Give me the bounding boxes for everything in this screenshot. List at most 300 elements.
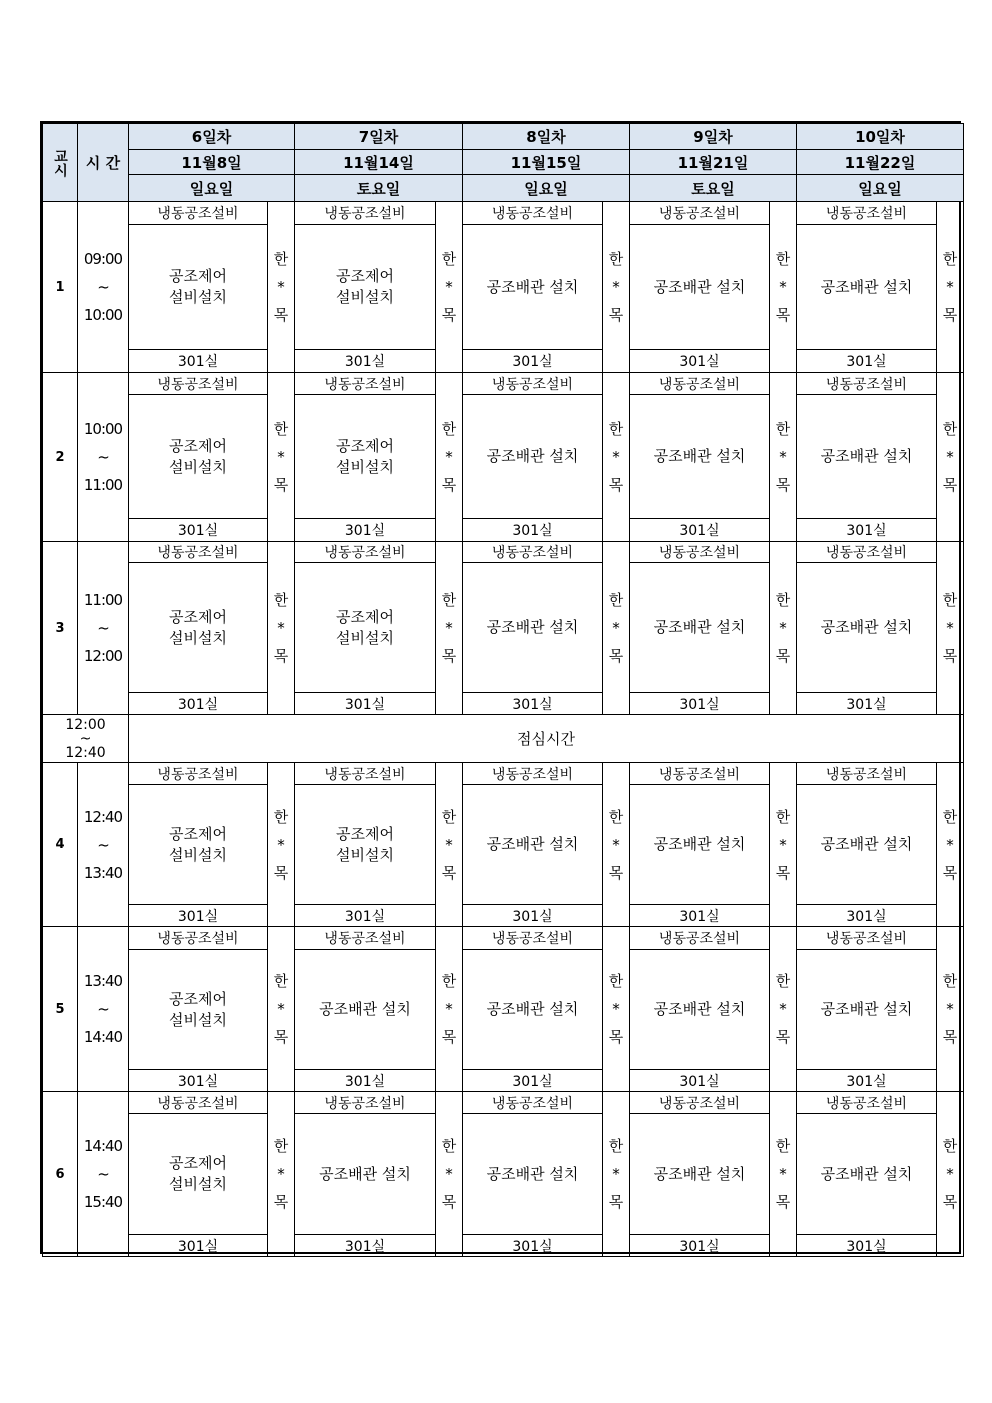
instructor-char: 한: [942, 591, 958, 609]
instructor-char: 목: [775, 476, 791, 494]
instructor-name: [936, 762, 964, 927]
instructor-char: *: [946, 278, 954, 296]
instructor-char: *: [277, 835, 285, 854]
course-subject: [294, 562, 436, 693]
header-weekday: 토요일: [294, 174, 463, 202]
instructor-char: 목: [775, 647, 791, 665]
header-date: 11월14일: [294, 149, 463, 175]
instructor-char: 목: [942, 306, 958, 324]
course-category: 냉동공조설비: [128, 372, 268, 395]
instructor-char: 한: [441, 420, 457, 438]
subject-line: 공조배관 설치: [820, 1164, 913, 1183]
instructor-name: [936, 926, 964, 1092]
instructor-char: 한: [942, 972, 958, 990]
instructor-char: *: [946, 1165, 954, 1183]
course-subject: [796, 394, 937, 519]
instructor-char: 목: [441, 306, 457, 324]
classroom: 301실: [629, 349, 770, 373]
classroom: 301실: [128, 349, 268, 373]
course-category: 냉동공조설비: [796, 1091, 937, 1114]
instructor-char: 목: [775, 1028, 791, 1046]
course-category: 냉동공조설비: [294, 541, 436, 563]
course-category: 냉동공조설비: [796, 201, 937, 225]
course-subject: [629, 784, 770, 905]
instructor-char: 목: [775, 1193, 791, 1211]
instructor-name: [769, 372, 797, 542]
instructor-char: 목: [942, 476, 958, 494]
period-end-time: 13:40: [83, 863, 123, 882]
lunch-end-time: 12:40: [65, 744, 106, 761]
course-category: 냉동공조설비: [128, 1091, 268, 1114]
course-category: 냉동공조설비: [462, 201, 603, 225]
instructor-char: *: [277, 1000, 285, 1018]
instructor-name: [936, 201, 964, 373]
header-date: 11월21일: [629, 149, 797, 175]
instructor-char: 한: [273, 1137, 289, 1155]
classroom: 301실: [462, 349, 603, 373]
header-weekday: 일요일: [796, 174, 964, 202]
header-time-label: 시 간: [77, 123, 129, 202]
instructor-char: *: [612, 1165, 620, 1183]
classroom: 301실: [629, 1069, 770, 1092]
course-category: 냉동공조설비: [629, 201, 770, 225]
header-weekday: 일요일: [462, 174, 630, 202]
subject-line: 공조배관 설치: [653, 1000, 746, 1018]
instructor-char: *: [779, 278, 787, 296]
subject-line: 설비설치: [336, 457, 394, 476]
instructor-char: 한: [775, 1137, 791, 1155]
instructor-name: [435, 926, 463, 1092]
header-period-label: 교시: [42, 123, 78, 202]
course-subject: [629, 949, 770, 1070]
period-start-time: 10:00: [83, 420, 123, 438]
period-end-time: 14:40: [83, 1028, 123, 1046]
subject-line: 공조배관 설치: [820, 1000, 913, 1018]
subject-line: 공조배관 설치: [486, 1164, 579, 1183]
classroom: 301실: [128, 518, 268, 542]
instructor-char: 목: [775, 863, 791, 882]
header-weekday: 일요일: [128, 174, 295, 202]
course-category: 냉동공조설비: [629, 762, 770, 785]
course-subject: [629, 224, 770, 350]
classroom: 301실: [294, 904, 436, 927]
instructor-char: 목: [942, 1028, 958, 1046]
course-category: 냉동공조설비: [128, 541, 268, 563]
classroom: 301실: [462, 1234, 603, 1257]
lunch-time: [42, 714, 129, 763]
instructor-char: 한: [775, 807, 791, 826]
instructor-char: 한: [441, 591, 457, 609]
instructor-char: *: [779, 448, 787, 466]
instructor-char: *: [445, 448, 453, 466]
classroom: 301실: [462, 692, 603, 715]
instructor-char: 목: [942, 863, 958, 882]
instructor-name: [435, 762, 463, 927]
course-category: 냉동공조설비: [294, 201, 436, 225]
instructor-char: 한: [608, 591, 624, 609]
course-subject: [294, 949, 436, 1070]
course-category: 냉동공조설비: [796, 762, 937, 785]
subject-line: 공조제어: [169, 607, 227, 626]
instructor-char: *: [277, 1165, 285, 1183]
course-category: 냉동공조설비: [796, 372, 937, 395]
course-subject: [796, 562, 937, 693]
subject-line: 공조배관 설치: [486, 277, 579, 296]
course-category: 냉동공조설비: [462, 541, 603, 563]
course-subject: [294, 394, 436, 519]
instructor-name: [602, 762, 630, 927]
classroom: 301실: [128, 904, 268, 927]
course-category: 냉동공조설비: [796, 541, 937, 563]
period-time: [77, 762, 129, 927]
instructor-char: 목: [441, 647, 457, 665]
subject-line: 설비설치: [169, 845, 227, 864]
course-category: 냉동공조설비: [629, 372, 770, 395]
instructor-char: *: [779, 619, 787, 637]
course-subject: [462, 784, 603, 905]
subject-line: 공조배관 설치: [653, 835, 746, 853]
header-day: 9일차: [629, 123, 797, 150]
course-subject: [629, 394, 770, 519]
instructor-char: *: [445, 1000, 453, 1018]
course-category: 냉동공조설비: [629, 541, 770, 563]
instructor-name: [267, 1091, 295, 1257]
instructor-char: 한: [273, 591, 289, 609]
course-category: 냉동공조설비: [629, 926, 770, 950]
classroom: 301실: [629, 692, 770, 715]
subject-line: 공조배관 설치: [486, 1000, 579, 1018]
classroom: 301실: [796, 1069, 937, 1092]
subject-line: 공조배관 설치: [319, 1164, 411, 1183]
course-category: 냉동공조설비: [128, 201, 268, 225]
header-weekday: 토요일: [629, 174, 797, 202]
course-subject: [462, 949, 603, 1070]
subject-line: 공조제어: [169, 267, 227, 285]
course-category: 냉동공조설비: [462, 762, 603, 785]
course-category: 냉동공조설비: [462, 1091, 603, 1114]
period-number: 3: [42, 541, 78, 715]
period-start-time: 13:40: [83, 972, 123, 990]
subject-line: 공조제어: [336, 607, 394, 626]
subject-line: 공조제어: [336, 267, 394, 285]
instructor-name: [936, 541, 964, 715]
instructor-char: *: [612, 1000, 620, 1018]
instructor-name: [602, 926, 630, 1092]
period-time: [77, 1091, 129, 1257]
instructor-char: 한: [273, 420, 289, 438]
instructor-char: 목: [608, 1028, 624, 1046]
period-time: [77, 201, 129, 373]
subject-line: 설비설치: [169, 288, 227, 306]
instructor-char: 한: [273, 250, 289, 268]
subject-line: 공조배관 설치: [486, 835, 579, 853]
classroom: 301실: [294, 518, 436, 542]
subject-line: 공조제어: [169, 824, 227, 843]
period-time-separator: ~: [97, 278, 109, 296]
classroom: 301실: [629, 904, 770, 927]
header-day: 10일차: [796, 123, 964, 150]
subject-line: 공조배관 설치: [653, 447, 746, 465]
instructor-char: 한: [608, 1137, 624, 1155]
subject-line: 공조배관 설치: [319, 1000, 411, 1018]
subject-line: 설비설치: [169, 628, 227, 647]
instructor-char: 목: [273, 1028, 289, 1046]
lunch-label: 점심시간: [128, 714, 964, 763]
instructor-name: [769, 926, 797, 1092]
classroom: 301실: [796, 1234, 937, 1257]
instructor-char: 목: [273, 647, 289, 665]
course-subject: [294, 1113, 436, 1235]
course-category: 냉동공조설비: [294, 372, 436, 395]
subject-line: 공조배관 설치: [653, 1164, 746, 1183]
instructor-char: *: [445, 619, 453, 637]
instructor-char: 한: [942, 1137, 958, 1155]
period-start-time: 11:00: [83, 591, 123, 609]
instructor-char: 목: [273, 306, 289, 324]
course-category: 냉동공조설비: [629, 1091, 770, 1114]
classroom: 301실: [128, 692, 268, 715]
classroom: 301실: [294, 1234, 436, 1257]
course-subject: [796, 224, 937, 350]
instructor-name: [602, 372, 630, 542]
instructor-char: 목: [942, 647, 958, 665]
subject-line: 공조제어: [169, 436, 227, 455]
course-subject: [796, 949, 937, 1070]
instructor-char: 목: [608, 306, 624, 324]
period-time-separator: ~: [97, 448, 109, 466]
course-subject: [629, 562, 770, 693]
subject-line: 공조제어: [336, 436, 394, 455]
period-end-time: 11:00: [83, 476, 123, 494]
instructor-name: [267, 201, 295, 373]
instructor-name: [769, 1091, 797, 1257]
instructor-name: [769, 762, 797, 927]
subject-line: 공조배관 설치: [653, 618, 746, 636]
instructor-char: *: [445, 278, 453, 296]
course-category: 냉동공조설비: [294, 1091, 436, 1114]
period-number: 5: [42, 926, 78, 1092]
instructor-char: 목: [775, 306, 791, 324]
subject-line: 설비설치: [336, 628, 394, 647]
instructor-name: [602, 541, 630, 715]
subject-line: 공조배관 설치: [486, 618, 579, 636]
instructor-char: 목: [441, 476, 457, 494]
subject-line: 설비설치: [336, 288, 394, 306]
period-end-time: 10:00: [83, 306, 123, 324]
instructor-char: 한: [775, 420, 791, 438]
classroom: 301실: [796, 692, 937, 715]
instructor-char: *: [779, 1165, 787, 1183]
period-time-separator: ~: [97, 619, 109, 637]
instructor-char: *: [445, 1165, 453, 1183]
course-subject: [796, 784, 937, 905]
instructor-name: [267, 541, 295, 715]
instructor-name: [435, 1091, 463, 1257]
schedule-table: [40, 121, 961, 1254]
instructor-char: 한: [608, 972, 624, 990]
instructor-char: 목: [273, 476, 289, 494]
header-day: 8일차: [462, 123, 630, 150]
course-category: 냉동공조설비: [796, 926, 937, 950]
period-end-time: 15:40: [83, 1193, 123, 1211]
instructor-name: [435, 201, 463, 373]
instructor-char: 한: [608, 807, 624, 826]
period-start-time: 14:40: [83, 1137, 123, 1155]
instructor-char: *: [779, 1000, 787, 1018]
classroom: 301실: [294, 349, 436, 373]
classroom: 301실: [462, 518, 603, 542]
instructor-char: *: [946, 835, 954, 854]
classroom: 301실: [796, 349, 937, 373]
instructor-char: *: [277, 448, 285, 466]
classroom: 301실: [796, 904, 937, 927]
instructor-char: 목: [608, 476, 624, 494]
instructor-name: [435, 372, 463, 542]
instructor-char: 한: [942, 807, 958, 826]
course-category: 냉동공조설비: [128, 926, 268, 950]
classroom: 301실: [128, 1234, 268, 1257]
instructor-char: 목: [608, 1193, 624, 1211]
subject-line: 공조배관 설치: [653, 277, 746, 296]
instructor-char: 목: [441, 1193, 457, 1211]
course-subject: [629, 1113, 770, 1235]
instructor-char: *: [612, 835, 620, 854]
instructor-char: 한: [608, 250, 624, 268]
instructor-char: 목: [273, 1193, 289, 1211]
course-category: 냉동공조설비: [462, 926, 603, 950]
header-date: 11월15일: [462, 149, 630, 175]
period-time: [77, 372, 129, 542]
instructor-name: [602, 1091, 630, 1257]
course-subject: [462, 224, 603, 350]
course-subject: [128, 562, 268, 693]
instructor-char: 한: [775, 591, 791, 609]
instructor-char: 한: [441, 250, 457, 268]
subject-line: 공조제어: [169, 1154, 227, 1172]
instructor-name: [267, 762, 295, 927]
period-time-separator: ~: [97, 835, 109, 854]
instructor-char: 한: [441, 1137, 457, 1155]
period-end-time: 12:00: [83, 647, 123, 665]
subject-line: 공조배관 설치: [820, 447, 913, 465]
classroom: 301실: [462, 904, 603, 927]
period-time: [77, 541, 129, 715]
subject-line: 설비설치: [169, 1175, 227, 1193]
instructor-char: 한: [273, 807, 289, 826]
instructor-char: 한: [608, 420, 624, 438]
header-day: 6일차: [128, 123, 295, 150]
instructor-char: 한: [273, 972, 289, 990]
subject-line: 공조제어: [336, 824, 394, 843]
classroom: 301실: [629, 518, 770, 542]
instructor-char: *: [612, 278, 620, 296]
instructor-char: *: [946, 619, 954, 637]
instructor-char: 목: [608, 647, 624, 665]
period-start-time: 09:00: [83, 250, 123, 268]
instructor-name: [602, 201, 630, 373]
header-day: 7일차: [294, 123, 463, 150]
instructor-name: [267, 372, 295, 542]
course-subject: [294, 224, 436, 350]
lunch-time-separator: ~: [79, 730, 92, 747]
subject-line: 공조배관 설치: [486, 447, 579, 465]
instructor-char: 목: [273, 863, 289, 882]
header-date: 11월8일: [128, 149, 295, 175]
period-time-separator: ~: [97, 1165, 109, 1183]
instructor-char: *: [946, 448, 954, 466]
subject-line: 설비설치: [169, 1010, 227, 1029]
instructor-name: [936, 1091, 964, 1257]
instructor-char: 목: [942, 1193, 958, 1211]
period-time-separator: ~: [97, 1000, 109, 1018]
classroom: 301실: [294, 692, 436, 715]
instructor-char: 목: [441, 863, 457, 882]
instructor-char: 한: [942, 250, 958, 268]
period-start-time: 12:40: [83, 807, 123, 826]
instructor-char: 목: [441, 1028, 457, 1046]
instructor-name: [435, 541, 463, 715]
subject-line: 공조배관 설치: [820, 618, 913, 636]
course-subject: [128, 394, 268, 519]
course-category: 냉동공조설비: [128, 762, 268, 785]
course-subject: [128, 224, 268, 350]
instructor-char: *: [277, 278, 285, 296]
lunch-start-time: 12:00: [65, 716, 106, 733]
subject-line: 공조배관 설치: [820, 277, 913, 296]
header-date: 11월22일: [796, 149, 964, 175]
instructor-char: 목: [608, 863, 624, 882]
instructor-char: 한: [441, 807, 457, 826]
course-subject: [128, 1113, 268, 1235]
course-category: 냉동공조설비: [294, 762, 436, 785]
classroom: 301실: [128, 1069, 268, 1092]
instructor-char: 한: [441, 972, 457, 990]
classroom: 301실: [796, 518, 937, 542]
subject-line: 설비설치: [336, 845, 394, 864]
course-subject: [462, 562, 603, 693]
subject-line: 공조배관 설치: [820, 835, 913, 853]
instructor-name: [769, 201, 797, 373]
instructor-char: *: [946, 1000, 954, 1018]
period-number: 4: [42, 762, 78, 927]
course-subject: [462, 1113, 603, 1235]
instructor-char: *: [612, 619, 620, 637]
subject-line: 공조제어: [169, 989, 227, 1008]
course-category: 냉동공조설비: [294, 926, 436, 950]
instructor-char: *: [612, 448, 620, 466]
instructor-char: 한: [775, 250, 791, 268]
course-subject: [462, 394, 603, 519]
classroom: 301실: [629, 1234, 770, 1257]
course-subject: [128, 784, 268, 905]
instructor-char: 한: [775, 972, 791, 990]
instructor-char: 한: [942, 420, 958, 438]
instructor-char: *: [779, 835, 787, 854]
instructor-name: [936, 372, 964, 542]
instructor-char: *: [277, 619, 285, 637]
course-subject: [796, 1113, 937, 1235]
period-time: [77, 926, 129, 1092]
period-number: 1: [42, 201, 78, 373]
course-subject: [128, 949, 268, 1070]
classroom: 301실: [294, 1069, 436, 1092]
period-number: 2: [42, 372, 78, 542]
course-category: 냉동공조설비: [462, 372, 603, 395]
classroom: 301실: [462, 1069, 603, 1092]
instructor-char: *: [445, 835, 453, 854]
course-subject: [294, 784, 436, 905]
instructor-name: [769, 541, 797, 715]
